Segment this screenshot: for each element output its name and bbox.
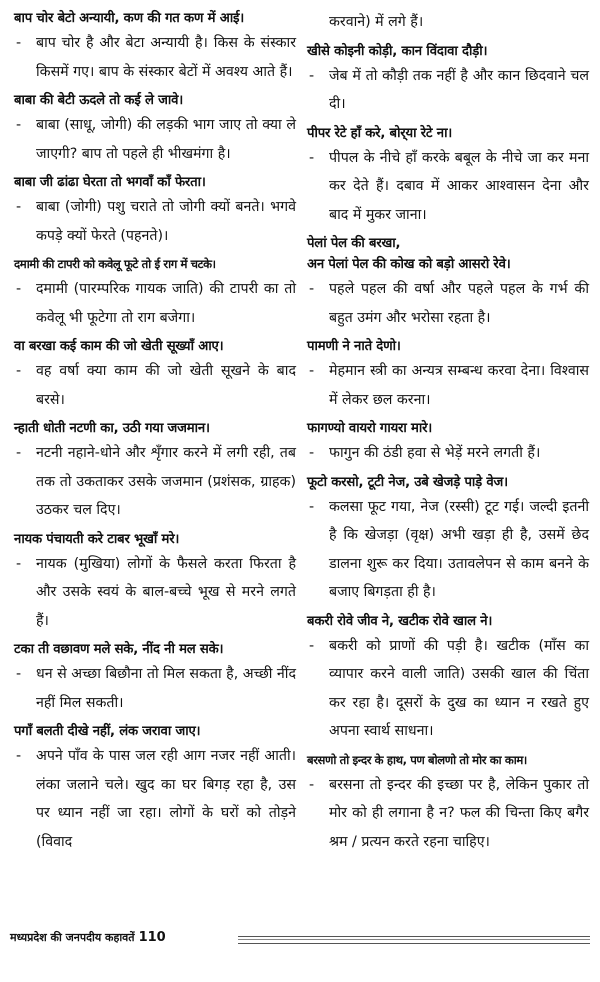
proverb-meaning: - नायक (मुखिया) लोगों के फैसले करता फिरता है और उसके स्वयं के बाल-बच्चे भूख से मरने लगते हैं।	[14, 550, 296, 636]
dash-marker: -	[16, 363, 22, 379]
right-column	[307, 8, 589, 860]
proverb-heading: बाबा की बेटी ऊदले तो कई ले जावे।	[14, 93, 184, 108]
dash-marker: -	[309, 149, 315, 166]
proverb-meaning: - बरसना तो इन्दर की इच्छा पर है, लेकिन पुकार तो मोर को ही लगाना है न? फल की चिन्ता किए बगैर श्रम / प्रत्यन करते रहना चाहिए।	[307, 771, 589, 857]
proverb-entry	[14, 639, 296, 717]
footer-label	[10, 928, 166, 948]
proverb-heading: नायक पंचायती करे टाबर भूखाँ मरे।	[14, 531, 180, 547]
proverb-entry	[307, 418, 589, 468]
proverb-heading: पेलां पेल की बरखा,	[307, 236, 401, 251]
left-column	[14, 8, 296, 860]
proverb-heading: बाप चोर बेटो अन्यायी, कण की गत कण में आई।	[14, 11, 245, 26]
proverb-meaning: - कलसा फूट गया, नेज (रस्सी) टूट गई। जल्दी इतनी है कि खेजड़ा (वृक्ष) अभी खड़ा ही है, उसमें छेद डालना शुरू कर दिया। उतावलेपन से काम बनने के बजाए बिगड़ता ही है।	[307, 493, 589, 607]
proverb-heading-line-2: अन पेलां पेल की कोख को बड़ो आसरो रेवे।	[307, 257, 511, 272]
proverb-heading: फूटो करसो, टूटी नेज, उबे खेजड़े पाड़े वेज।	[307, 474, 508, 490]
dash-marker: -	[16, 666, 22, 682]
proverb-entry	[307, 750, 589, 857]
dash-marker: -	[309, 776, 315, 793]
proverb-heading: न्हाती धोती नटणी का, उठी गया जजमान।	[14, 421, 210, 436]
proverb-entry	[307, 123, 589, 230]
page-number: 110	[138, 930, 166, 945]
continued-meaning: करवाने) में लगे हैं।	[329, 14, 424, 30]
proverb-heading: पगाँ बलती दीखे नहीं, लंक जरावा जाए।	[14, 724, 201, 739]
proverb-heading: पीपर रेटे हाँ करे, बोर्‌या रेटे ना।	[307, 125, 453, 141]
dash-marker: -	[16, 445, 22, 461]
proverb-entry	[14, 90, 296, 168]
book-title: मध्यप्रदेश की जनपदीय कहावतें	[10, 931, 135, 944]
proverb-meaning: - जेब में तो कौड़ी तक नहीं है और कान छिदवाने चल दी।	[307, 62, 589, 119]
dash-marker: -	[16, 555, 22, 572]
proverb-meaning: - दमामी (पारम्परिक गायक जाति) की टापरी का तो कवेलू भी फूटेगा तो राग बजेगा।	[14, 275, 296, 332]
proverb-heading: पामणी ने नाते देणो।	[307, 339, 401, 354]
proverb-entry	[14, 172, 296, 250]
proverb-entry	[14, 8, 296, 86]
proverb-meaning: - अपने पाँव के पास जल रही आग नजर नहीं आती। लंका जलाने चले। खुद का घर बिगड़ रहा है, उस पर ध्यान नहीं जा रहा। लोगों के घरों को तोड़ने (विवाद	[14, 742, 296, 856]
proverb-entry	[14, 529, 296, 636]
page-footer	[10, 928, 590, 950]
proverb-heading: दमामी की टापरी को कवेलू फूटे तो ई राग में चटके।	[14, 257, 216, 271]
proverb-entry	[14, 721, 296, 856]
proverb-entry	[307, 336, 589, 414]
proverb-meaning: - फागुन की ठंडी हवा से भेड़ें मरने लगती हैं।	[307, 439, 589, 468]
proverb-entry	[307, 611, 589, 746]
dash-marker: -	[16, 281, 22, 297]
proverb-entry	[307, 233, 589, 332]
dash-marker: -	[16, 199, 22, 215]
dash-marker: -	[309, 498, 315, 515]
proverb-meaning: - पहले पहल की वर्षा और पहले पहल के गर्भ की बहुत उमंग और भरोसा रहता है।	[307, 275, 589, 332]
proverb-meaning: - बाप चोर है और बेटा अन्यायी है। किस के संस्कार किसमें गए। बाप के संस्कार बेटों में अवश्य आते हैं।	[14, 29, 296, 86]
proverb-meaning: - नटनी नहाने-धोने और शृँगार करने में लगी रही, तब तक तो उकताकर उसके जजमान (प्रशंसक, ग्राहक) उठकर चल दिए।	[14, 439, 296, 525]
dash-marker: -	[16, 117, 22, 133]
proverb-meaning: - पीपल के नीचे हाँ करके बबूल के नीचे जा कर मना कर देते हैं। दबाव में आकर आश्वासन देना और बाद में मुकर जाना।	[307, 144, 589, 230]
proverb-heading: बरसणो तो इन्दर के हाथ, पण बोलणो तो मोर का काम।	[307, 752, 527, 767]
proverb-meaning: - मेहमान स्त्री का अन्यत्र सम्बन्ध करवा देना। विश्वास में लेकर छल करना।	[307, 357, 589, 414]
proverb-entry	[14, 418, 296, 525]
proverb-meaning: - बकरी को प्राणों की पड़ी है। खटीक (माँस का व्यापार करने वाली जाति) उसकी खाल की चिंता कर रहा है। दूसरों के दुख का ध्यान न रखते हुए अपना स्वार्थ साधना।	[307, 632, 589, 746]
proverb-heading: खीसे कोइनी कोड़ी, कान विंदावा दौड़ी।	[307, 43, 488, 59]
dash-marker: -	[309, 637, 315, 654]
proverb-meaning: - वह वर्षा क्या काम की जो खेती सूखने के बाद बरसे।	[14, 357, 296, 414]
proverb-meaning: - बाबा (जोगी) पशु चराते तो जोगी क्यों बनते। भगवे कपड़े क्यों फेरते (पहनते)।	[14, 193, 296, 250]
proverb-heading: फागण्यो वायरो गायरा मारे।	[307, 421, 433, 436]
proverb-heading: बकरी रोवे जीव ने, खटीक रोवे खाल ने।	[307, 613, 493, 629]
proverb-meaning: - बाबा (साधू, जोगी) की लड़की भाग जाए तो क्या ले जाएगी? बाप तो पहले ही भीखमंगा है।	[14, 111, 296, 168]
proverb-heading: बाबा जी ढांढा घेरता तो भगवाँ काँ फेरता।	[14, 175, 206, 190]
dash-marker: -	[309, 67, 315, 84]
proverb-entry	[307, 472, 589, 607]
proverb-meaning: - धन से अच्छा बिछौना तो मिल सकता है, अच्छी नींद नहीं मिल सकती।	[14, 660, 296, 717]
dash-marker: -	[16, 35, 22, 51]
dash-marker: -	[309, 363, 315, 379]
dash-marker: -	[16, 748, 22, 764]
proverb-entry	[307, 41, 589, 119]
proverb-heading: वा बरखा कई काम की जो खेती सूख्याँ आए।	[14, 339, 224, 354]
proverb-entry	[14, 336, 296, 414]
proverb-entry	[14, 254, 296, 332]
footer-rule	[238, 936, 590, 944]
dash-marker: -	[309, 445, 315, 461]
proverb-heading: टका ती वछावण मले सके, नींद नी मल सके।	[14, 642, 224, 657]
dash-marker: -	[309, 281, 315, 297]
